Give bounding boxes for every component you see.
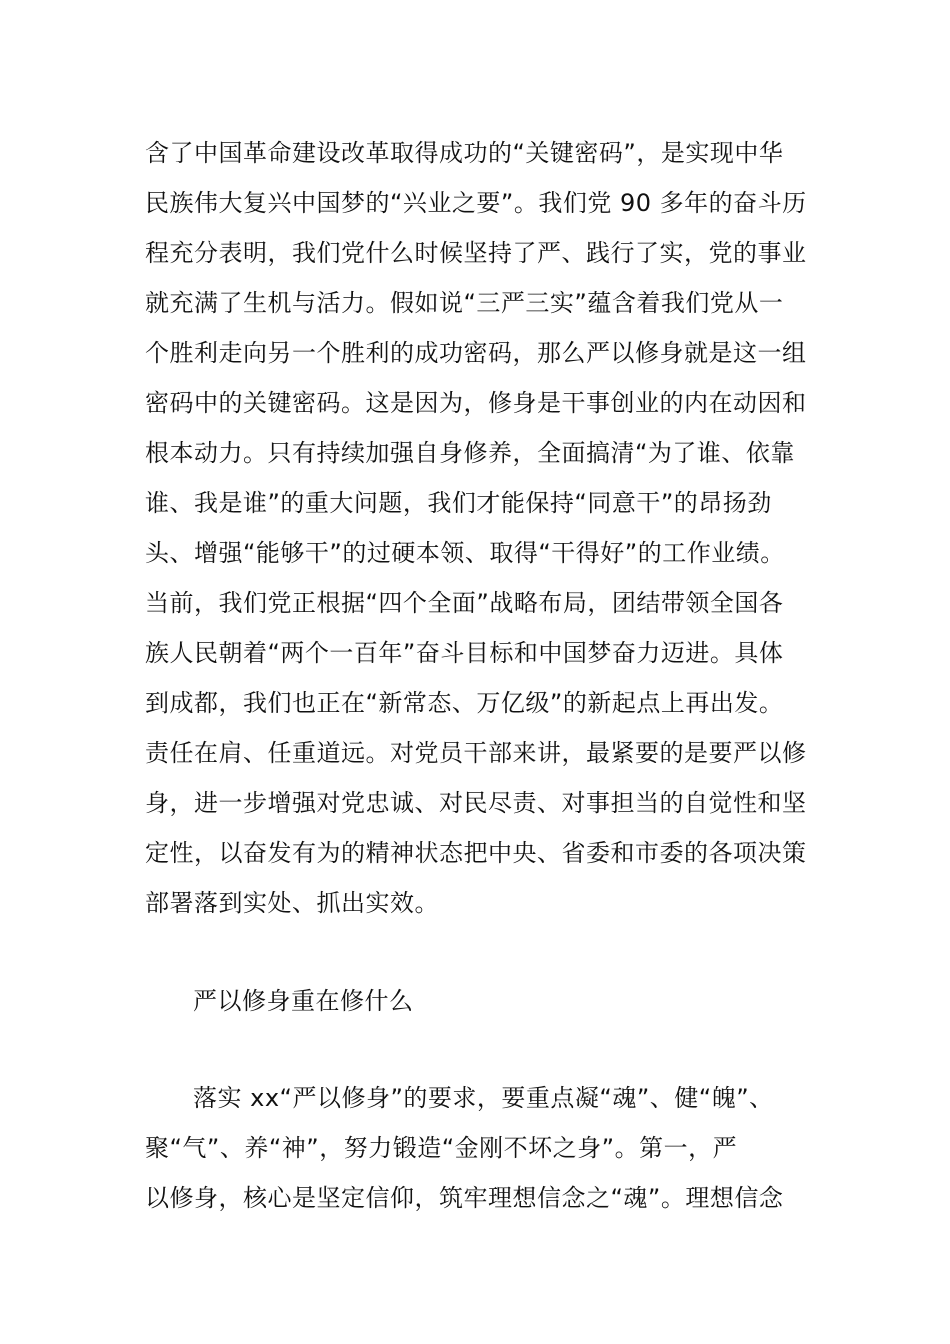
paragraph-line: 落实 xx“严以修身”的要求，要重点凝“魂”、健“魄”、: [193, 1084, 774, 1112]
paragraph-line: 到成都，我们也正在“新常态、万亿级”的新起点上再出发。: [145, 689, 784, 717]
paragraph-line: 族人民朝着“两个一百年”奋斗目标和中国梦奋力迈进。具体: [145, 639, 784, 667]
paragraph-line: 部署落到实处、抓出实效。: [145, 889, 439, 917]
paragraph-line: 就充满了生机与活力。假如说“三严三实”蕴含着我们党从一: [145, 289, 784, 317]
paragraph-line: 根本动力。只有持续加强自身修养，全面搞清“为了谁、依靠: [145, 439, 795, 467]
paragraph-line: 身，进一步增强对党忠诚、对民尽责、对事担当的自觉性和坚: [145, 789, 807, 817]
paragraph-line: 程充分表明，我们党什么时候坚持了严、践行了实，党的事业: [145, 239, 807, 267]
paragraph-line: 以修身，核心是坚定信仰，筑牢理想信念之“魂”。理想信念: [145, 1184, 784, 1212]
section-heading: 严以修身重在修什么: [193, 987, 414, 1015]
paragraph-line: 谁、我是谁”的重大问题，我们才能保持“同意干”的昂扬劲: [145, 489, 772, 517]
paragraph-line: 聚“气”、养“神”，努力锻造“金刚不坏之身”。第一，严: [145, 1134, 738, 1162]
paragraph-line: 头、增强“能够干”的过硬本领、取得“干得好”的工作业绩。: [145, 539, 785, 567]
paragraph-line: 当前，我们党正根据“四个全面”战略布局，团结带领全国各: [145, 589, 784, 617]
paragraph-line: 定性，以奋发有为的精神状态把中央、省委和市委的各项决策: [145, 839, 807, 867]
paragraph-line: 个胜利走向另一个胜利的成功密码，那么严以修身就是这一组: [145, 339, 807, 367]
paragraph-line: 责任在肩、任重道远。对党员干部来讲，最紧要的是要严以修: [145, 739, 807, 767]
paragraph-line: 民族伟大复兴中国梦的“兴业之要”。我们党 90 多年的奋斗历: [145, 189, 807, 217]
paragraph-line: 含了中国革命建设改革取得成功的“关键密码”，是实现中华: [145, 139, 784, 167]
paragraph-line: 密码中的关键密码。这是因为，修身是干事创业的内在动因和: [145, 389, 807, 417]
